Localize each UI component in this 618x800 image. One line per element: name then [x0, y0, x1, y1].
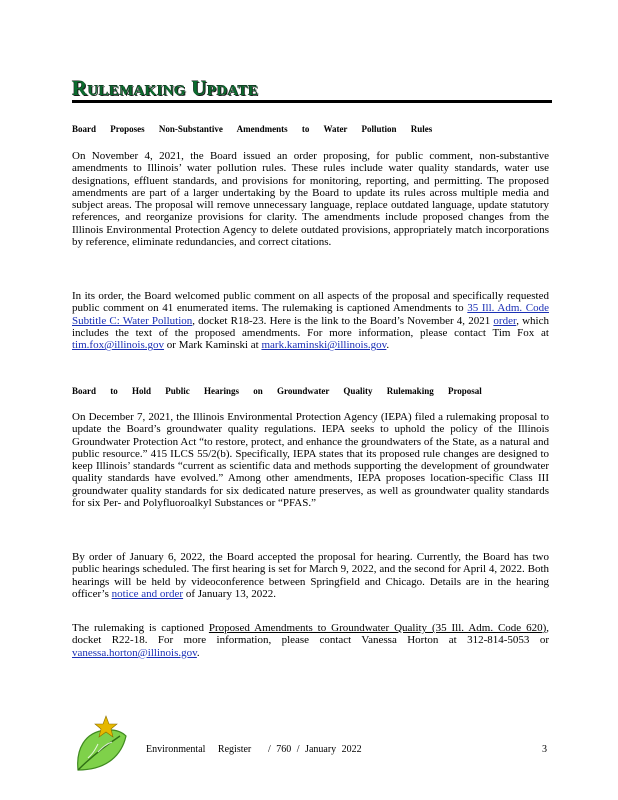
text-span: , docket R18-23. Here is the link to the Board’s November 4, 2021 — [192, 314, 494, 327]
section2-paragraph-1-text: On December 7, 2021, the Illinois Environmental Protection Agency (IEPA) filed a rulemaking proposal to update the Board’s groundwater quality regulations. IEPA seeks to uphold the policy of the Illinois Groundwater Protection Act “to restore, protect, and enhance the groundwaters of the State, as a natural and public resource.” 415 ILCS 55/2(b). Specifically, IEPA states that its proposed rule changes are designed to keep Illinois’ standards “current as scientific data and methods supporting the development of groundwater quality standards have evolved.” Among other amendments, IEPA proposes location-specific Class III groundwater quality standards for six dedicated nature preserves, as well as groundwater quality standards for six Per- and Polyfluoroalkyl Substances or “PFAS.” — [72, 411, 549, 510]
text-span: , which includes the text of the proposed amendments. For more information, please contact Tim Fox at — [72, 314, 549, 339]
text-span: or Mark Kaminski at — [164, 339, 262, 352]
section1-heading: Board Proposes Non-Substantive Amendments to Water Pollution Rules — [72, 124, 433, 134]
footer-issue: / 760 / January 2022 — [268, 744, 362, 755]
section1-paragraph-2 — [72, 290, 549, 351]
page-title: Rulemaking Update — [72, 76, 259, 100]
section1-paragraph-1-text: On November 4, 2021, the Board issued an order proposing, for public comment, non-substantive amendments to Illinois’ water pollution rules. These rules include water quality standards, water use designations, effluent standards, and provisions for monitoring, reporting, and permitting. The proposed amendments are part of a larger undertaking by the Board to update its rules across multiple media and subject areas. The proposal will remove unnecessary language, replace outdated language, update statutory references, and reorganize provisions for clarity. The amendments include proposed changes from the Illinois Environmental Protection Agency to delete outdated provisions, appropriately match incorporations by reference, eliminate redundancies, and correct citations. — [72, 150, 549, 249]
water-pollution-code-link[interactable]: 35 Ill. Adm. Code Subtitle C: Water Pollution — [72, 302, 549, 327]
text-span: . — [386, 339, 390, 352]
tim-fox-email-link[interactable]: tim.fox@illinois.gov — [72, 339, 165, 352]
section2-paragraph-1 — [72, 411, 549, 509]
groundwater-proposal-caption[interactable]: Proposed Amendments to Groundwater Quality (35 Ill. Adm. Code 620) — [208, 622, 547, 634]
text-span: The rulemaking is captioned — [72, 622, 209, 634]
notice-and-order-link[interactable]: notice and order — [111, 587, 184, 600]
section2-paragraph-3 — [72, 622, 549, 659]
text-span: In its order, the Board welcomed public comment on all aspects of the proposal and specifically requested public comment on 41 enumerated items. The rulemaking is captioned Amendments to — [72, 290, 549, 315]
section1-paragraph-1 — [72, 150, 549, 248]
order-link[interactable]: order — [493, 314, 517, 327]
footer-page-number: 3 — [542, 744, 547, 755]
vanessa-horton-email-link[interactable]: vanessa.horton@illinois.gov — [72, 646, 197, 659]
text-span: . — [196, 646, 200, 659]
section2-heading: Board to Hold Public Hearings on Groundwater Quality Rulemaking Proposal — [72, 386, 482, 396]
title-divider — [72, 100, 552, 103]
mark-kaminski-email-link[interactable]: mark.kaminski@illinois.gov — [261, 339, 387, 352]
leaf-logo-icon — [72, 714, 128, 774]
footer-publication: Environmental Register — [146, 744, 252, 755]
section2-paragraph-2 — [72, 551, 549, 600]
text-span: By order of January 6, 2022, the Board accepted the proposal for hearing. Currently, the Board has two public hearings scheduled. The first hearing is set for March 9, 2022, and the second for April 4, 2022. Both hearings will be held by videoconference between Springfield and Chicago. Details are in the hearing officer’s — [72, 551, 549, 600]
text-span: , docket R22-18. For more information, please contact Vanessa Horton at 312-814-5053 or — [72, 622, 550, 647]
text-span: of January 13, 2022. — [183, 587, 276, 600]
